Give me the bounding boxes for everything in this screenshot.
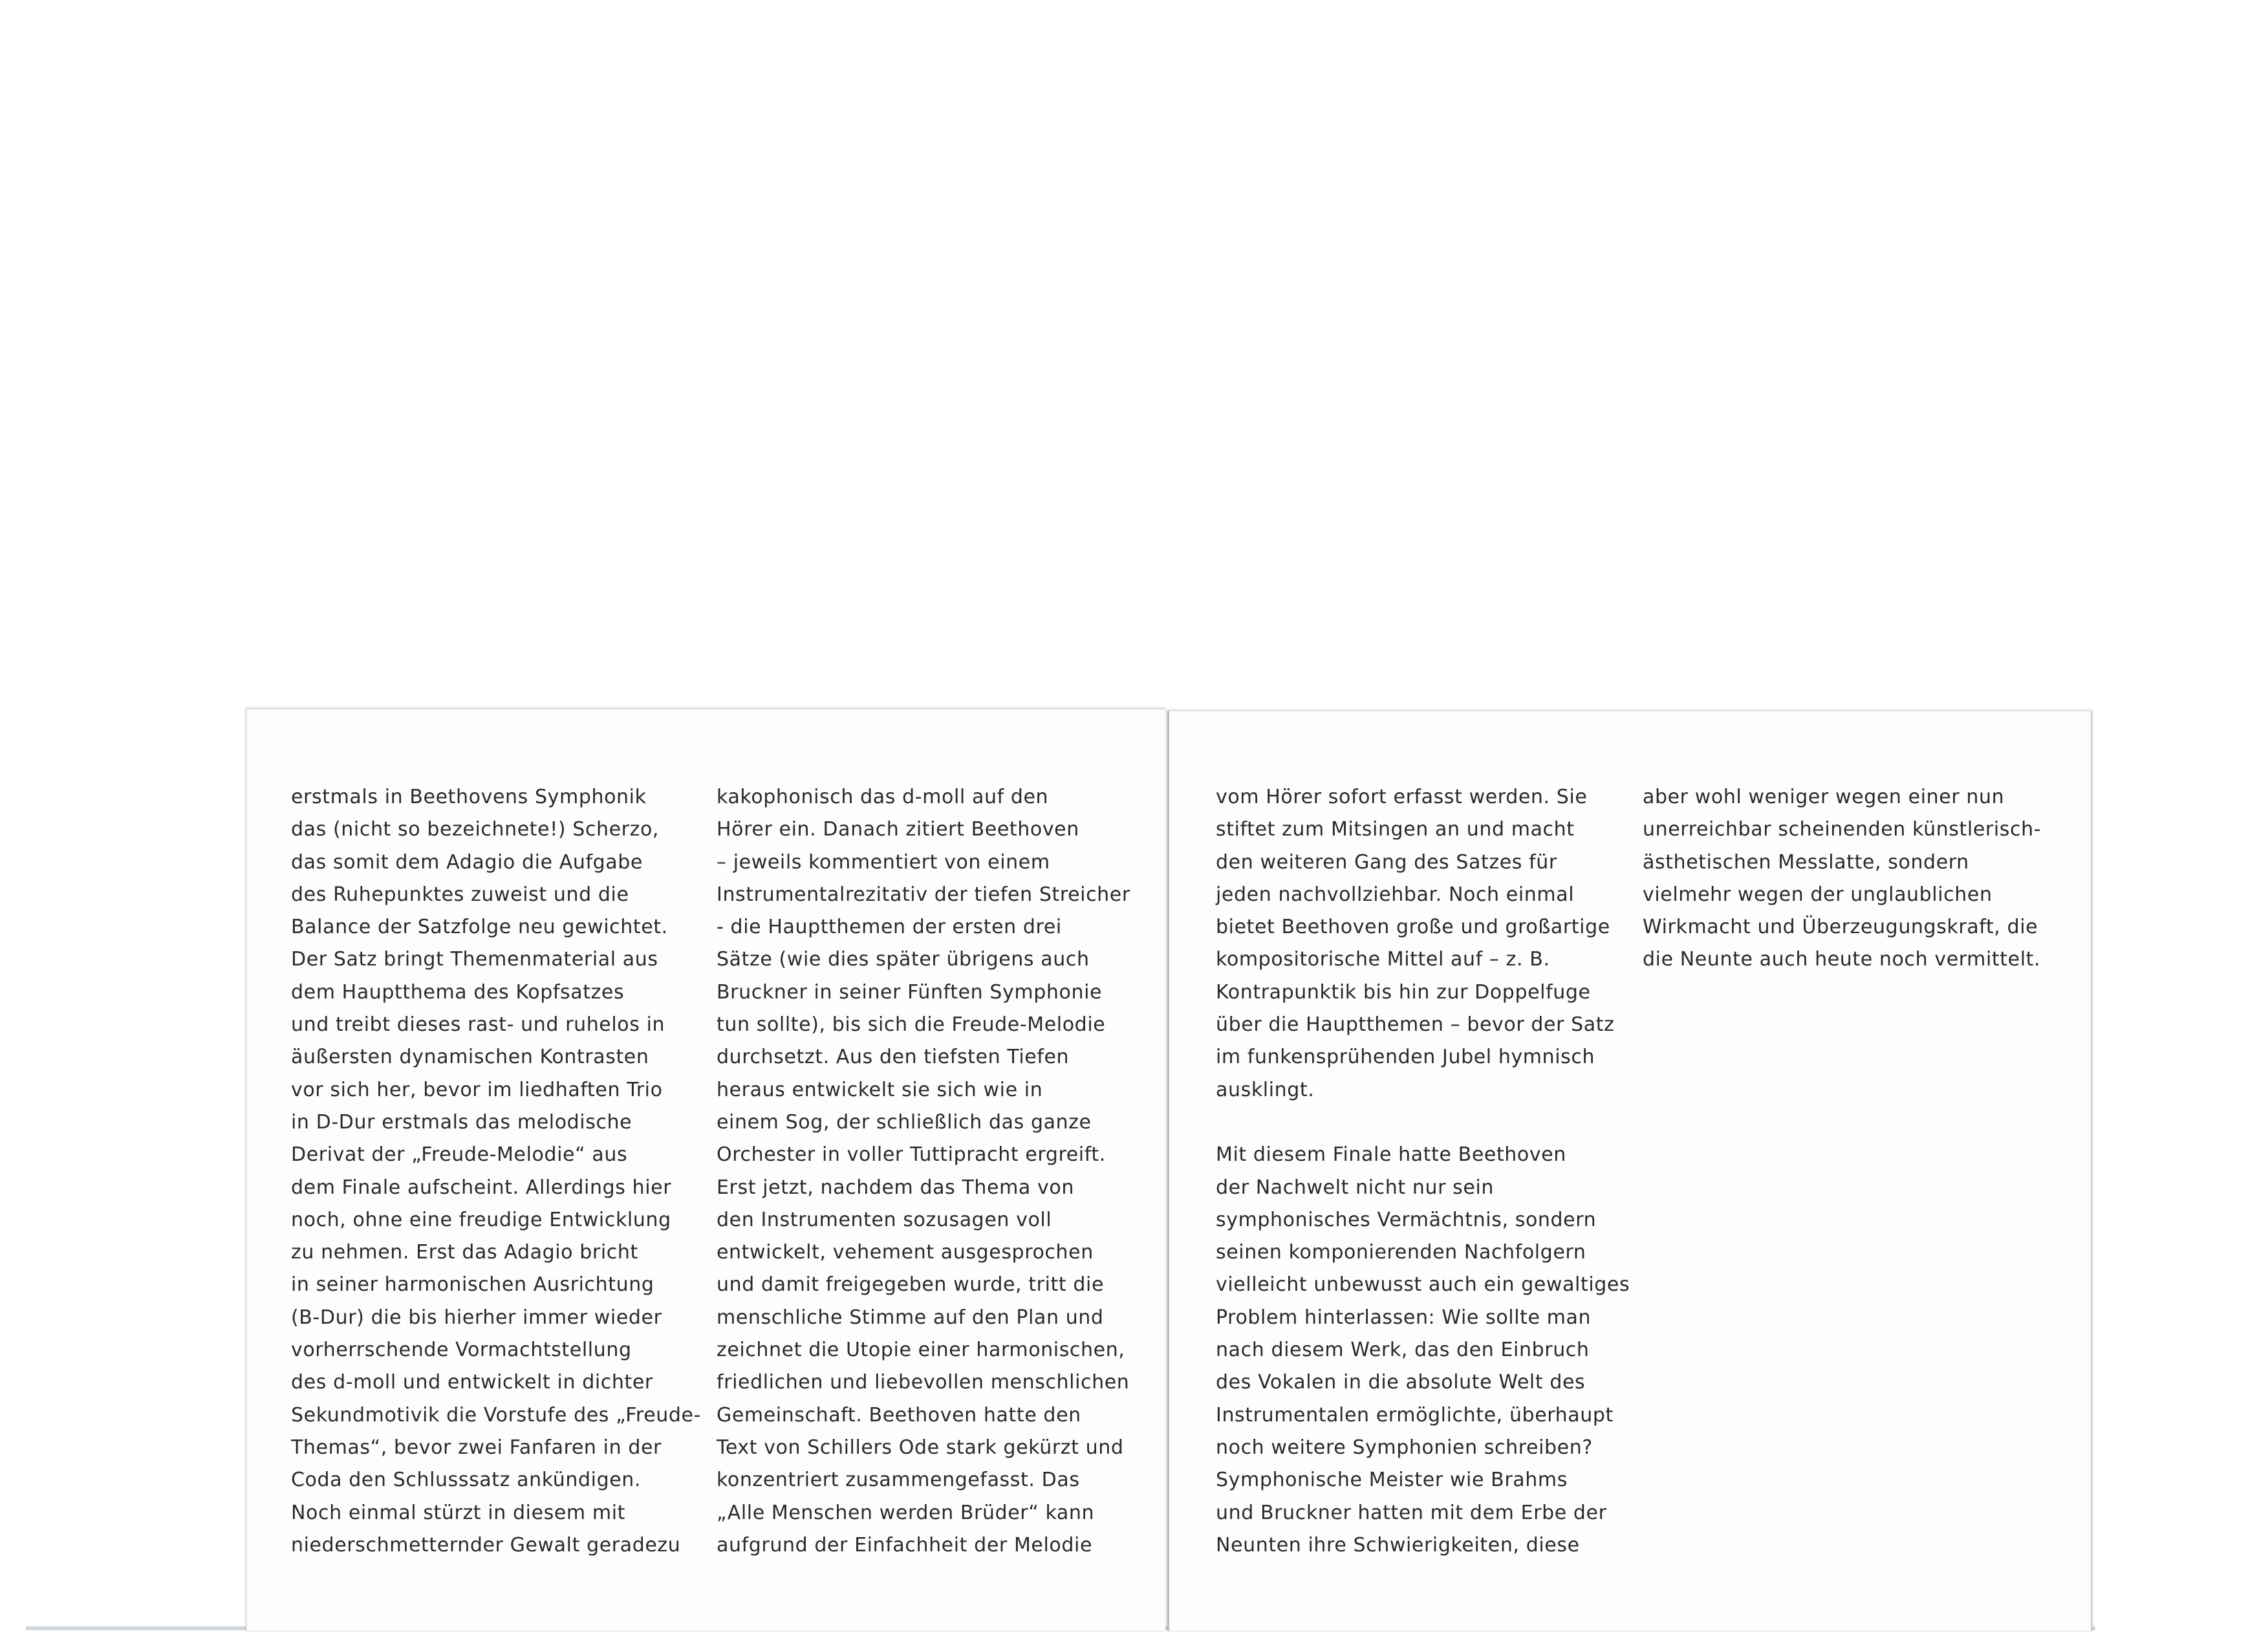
text-line: ausklingt. — [1216, 1078, 1315, 1101]
text-line: - die Hauptthemen der ersten drei — [717, 916, 1062, 939]
text-line: „Alle Menschen werden Brüder“ kann — [717, 1501, 1095, 1524]
text-line: Problem hinterlassen: Wie sollte man — [1216, 1306, 1592, 1329]
text-line: erstmals in Beethovens Symphonik — [291, 786, 647, 808]
text-line: noch, ohne eine freudige Entwicklung — [291, 1208, 671, 1231]
text-line: friedlichen und liebevollen menschlichen — [717, 1371, 1130, 1394]
text-line: aber wohl weniger wegen einer nun — [1643, 786, 2005, 808]
text-line: heraus entwickelt sie sich wie in — [717, 1078, 1043, 1101]
text-line: tun sollte), bis sich die Freude-Melodie — [717, 1013, 1106, 1037]
text-line: Orchester in voller Tuttipracht ergreift. — [717, 1143, 1106, 1167]
text-line: vom Hörer sofort erfasst werden. Sie — [1216, 786, 1588, 808]
text-line: die Neunte auch heute noch vermittelt. — [1643, 948, 2041, 971]
text-line: des Ruhepunktes zuweist und die — [291, 883, 629, 906]
text-line: vor sich her, bevor im liedhaften Trio — [291, 1078, 663, 1101]
text-line: niederschmetternder Gewalt geradezu — [291, 1533, 681, 1557]
text-line: und Bruckner hatten mit dem Erbe der — [1216, 1501, 1607, 1524]
text-line: Erst jetzt, nachdem das Thema von — [717, 1176, 1074, 1199]
text-line: noch weitere Symphonien schreiben? — [1216, 1436, 1593, 1459]
text-line: jeden nachvollziehbar. Noch einmal — [1216, 883, 1575, 906]
text-line: Balance der Satzfolge neu gewichtet. — [291, 916, 668, 939]
text-line: Coda den Schlusssatz ankündigen. — [291, 1469, 642, 1492]
text-line: Themas“, bevor zwei Fanfaren in der — [291, 1436, 662, 1459]
text-line: menschliche Stimme auf den Plan und — [717, 1306, 1104, 1329]
text-line: im funkensprühenden Jubel hymnisch — [1216, 1046, 1595, 1069]
text-line: Gemeinschaft. Beethoven hatte den — [717, 1403, 1081, 1427]
text-line: dem Finale aufscheint. Allerdings hier — [291, 1176, 672, 1199]
text-line: bietet Beethoven große und großartige — [1216, 916, 1610, 939]
text-line: durchsetzt. Aus den tiefsten Tiefen — [717, 1046, 1070, 1069]
text-line: symphonisches Vermächtnis, sondern — [1216, 1208, 1597, 1231]
text-line: Text von Schillers Ode stark gekürzt und — [717, 1436, 1124, 1459]
text-line: Kontrapunktik bis hin zur Doppelfuge — [1216, 980, 1591, 1004]
text-column-1 — [291, 781, 701, 1562]
text-line: Wirkmacht und Überzeugungskraft, die — [1643, 916, 2038, 939]
text-column-3 — [1216, 781, 1630, 1562]
text-column-4 — [1643, 781, 2041, 976]
text-line: des d-moll und entwickelt in dichter — [291, 1371, 653, 1394]
text-line: vorherrschende Vormachtstellung — [291, 1339, 632, 1362]
text-line: Derivat der „Freude-Melodie“ aus — [291, 1143, 628, 1167]
text-line: über die Hauptthemen – bevor der Satz — [1216, 1013, 1615, 1037]
text-column-2 — [717, 781, 1130, 1562]
text-line: entwickelt, vehement ausgesprochen — [717, 1241, 1094, 1264]
text-line: kakophonisch das d-moll auf den — [717, 786, 1049, 808]
text-line: unerreichbar scheinenden künstlerisch- — [1643, 818, 2042, 841]
text-line: der Nachwelt nicht nur sein — [1216, 1176, 1495, 1199]
text-line: vielleicht unbewusst auch ein gewaltiges — [1216, 1273, 1630, 1297]
text-line: das (nicht so bezeichnete!) Scherzo, — [291, 818, 660, 841]
text-line: (B-Dur) die bis hierher immer wieder — [291, 1306, 662, 1329]
text-line: dem Hauptthema des Kopfsatzes — [291, 980, 625, 1004]
text-line: den Instrumenten sozusagen voll — [717, 1208, 1052, 1231]
text-line: und damit freigegeben wurde, tritt die — [717, 1273, 1105, 1297]
text-line: Bruckner in seiner Fünften Symphonie — [717, 980, 1103, 1004]
text-line: Instrumentalrezitativ der tiefen Streicher — [717, 883, 1130, 906]
text-line: in D-Dur erstmals das melodische — [291, 1110, 632, 1134]
text-line: des Vokalen in die absolute Welt des — [1216, 1371, 1586, 1394]
text-line: Der Satz bringt Themenmaterial aus — [291, 948, 658, 971]
text-line: den weiteren Gang des Satzes für — [1216, 850, 1557, 874]
text-line: Neunten ihre Schwierigkeiten, diese — [1216, 1533, 1580, 1557]
text-line: Sätze (wie dies später übrigens auch — [717, 948, 1090, 971]
text-line: einem Sog, der schließlich das ganze — [717, 1110, 1092, 1134]
text-line: Hörer ein. Danach zitiert Beethoven — [717, 818, 1079, 841]
text-line: kompositorische Mittel auf – z. B. — [1216, 948, 1550, 971]
text-line: Sekundmotivik die Vorstufe des „Freude- — [291, 1403, 701, 1427]
text-line: zeichnet die Utopie einer harmonischen, — [717, 1339, 1125, 1362]
text-line — [1216, 1106, 1630, 1139]
text-line: Symphonische Meister wie Brahms — [1216, 1469, 1568, 1492]
text-line: vielmehr wegen der unglaublichen — [1643, 883, 1993, 906]
text-line: seinen komponierenden Nachfolgern — [1216, 1241, 1586, 1264]
text-line: Instrumentalen ermöglichte, überhaupt — [1216, 1403, 1614, 1427]
text-line: in seiner harmonischen Ausrichtung — [291, 1273, 654, 1297]
text-line: Noch einmal stürzt in diesem mit — [291, 1501, 625, 1524]
text-line: – jeweils kommentiert von einem — [717, 850, 1050, 874]
text-line: ästhetischen Messlatte, sondern — [1643, 850, 1969, 874]
text-line: nach diesem Werk, das den Einbruch — [1216, 1339, 1590, 1362]
text-line: konzentriert zusammengefasst. Das — [717, 1469, 1080, 1492]
text-line: das somit dem Adagio die Aufgabe — [291, 850, 643, 874]
text-line: zu nehmen. Erst das Adagio bricht — [291, 1241, 638, 1264]
text-line: äußersten dynamischen Kontrasten — [291, 1046, 649, 1069]
text-line: Mit diesem Finale hatte Beethoven — [1216, 1143, 1566, 1167]
text-line: stiftet zum Mitsingen an und macht — [1216, 818, 1575, 841]
text-line: aufgrund der Einfachheit der Melodie — [717, 1533, 1093, 1557]
text-line: und treibt dieses rast- und ruhelos in — [291, 1013, 665, 1037]
